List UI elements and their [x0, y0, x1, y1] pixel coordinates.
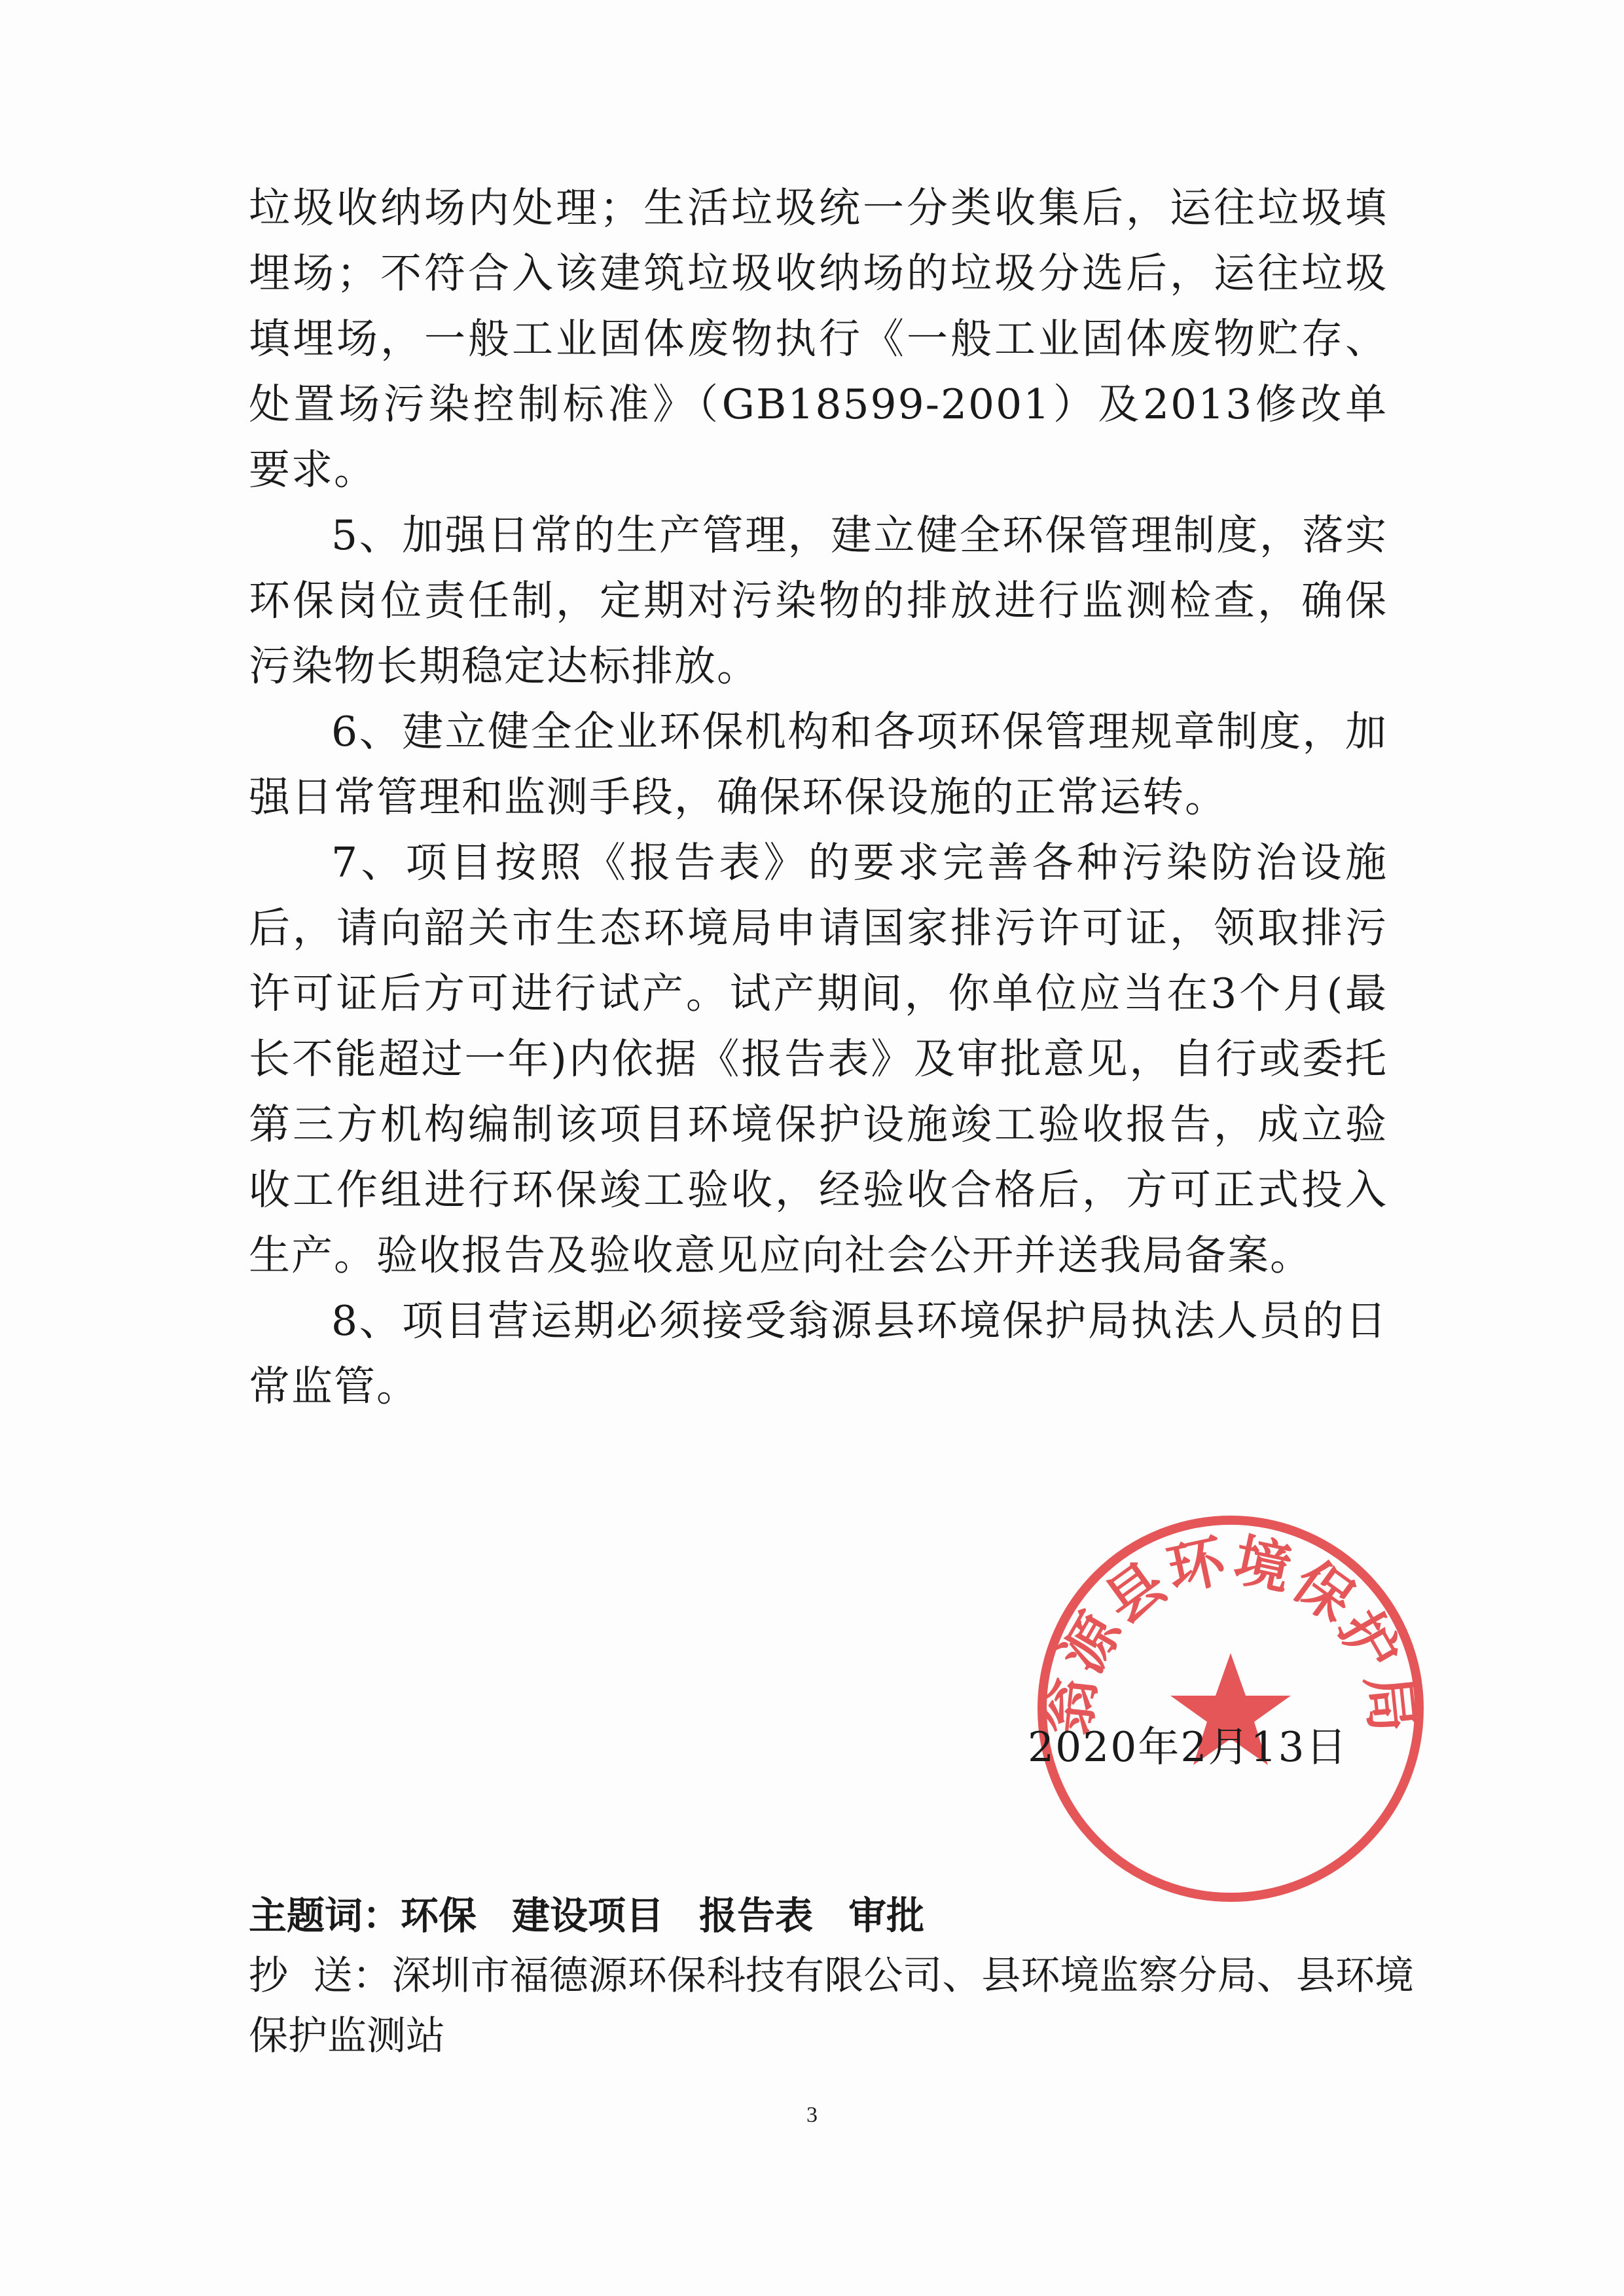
issue-date: 2020年2月13日	[1028, 1723, 1348, 1771]
subject-keyword: 报告表	[699, 1893, 814, 1938]
subject-keyword: 建设项目	[512, 1893, 664, 1938]
paragraph-item-8: 8、项目营运期必须接受翁源县环境保护局执法人员的日常监管。	[249, 1297, 1388, 1410]
cc-label: 抄 送：	[249, 1953, 392, 1999]
subject-keyword: 环保	[401, 1893, 477, 1938]
paragraph-item-6: 6、建立健全企业环保机构和各项环保管理规章制度，加强日常管理和监测手段，确保环保设施的正常运转。	[249, 708, 1388, 821]
seal-lettering: 翁源县环境保护局	[1036, 1527, 1426, 1738]
subject-label: 主题词：	[249, 1893, 401, 1938]
document-footer	[249, 1886, 1414, 2066]
official-seal-stamp	[1028, 1506, 1434, 1912]
paragraph-continuation: 垃圾收纳场内处理；生活垃圾统一分类收集后，运往垃圾填埋场；不符合入该建筑垃圾收纳场的垃圾分选后，运往垃圾填埋场，一般工业固体废物执行《一般工业固体废物贮存、处置场污染控制标准》（GB18599-2001）及2013修改单要求。	[249, 184, 1388, 494]
subject-keywords-row	[249, 1886, 1414, 1946]
cc-row	[249, 1946, 1414, 2066]
cc-recipients: 深圳市福德源环保科技有限公司、县环境监察分局、县环境保护监测站	[249, 1953, 1414, 2059]
paragraph-item-5: 5、加强日常的生产管理，建立健全环保管理制度，落实环保岗位责任制，定期对污染物的排放进行监测检查，确保污染物长期稳定达标排放。	[249, 511, 1388, 690]
paragraph-item-7: 7、项目按照《报告表》的要求完善各种污染防治设施后，请向韶关市生态环境局申请国家排污许可证，领取排污许可证后方可进行试产。试产期间，你单位应当在3个月(最长不能超过一年)内依据《报告表》及审批意见，自行或委托第三方机构编制该项目环境保护设施竣工验收报告，成立验收工作组进行环保竣工验收，经验收合格后，方可正式投入生产。验收报告及验收意见应向社会公开并送我局备案。	[249, 839, 1388, 1279]
subject-keyword: 审批	[848, 1893, 925, 1938]
document-body	[249, 175, 1388, 1419]
page-number: 3	[806, 2103, 818, 2127]
